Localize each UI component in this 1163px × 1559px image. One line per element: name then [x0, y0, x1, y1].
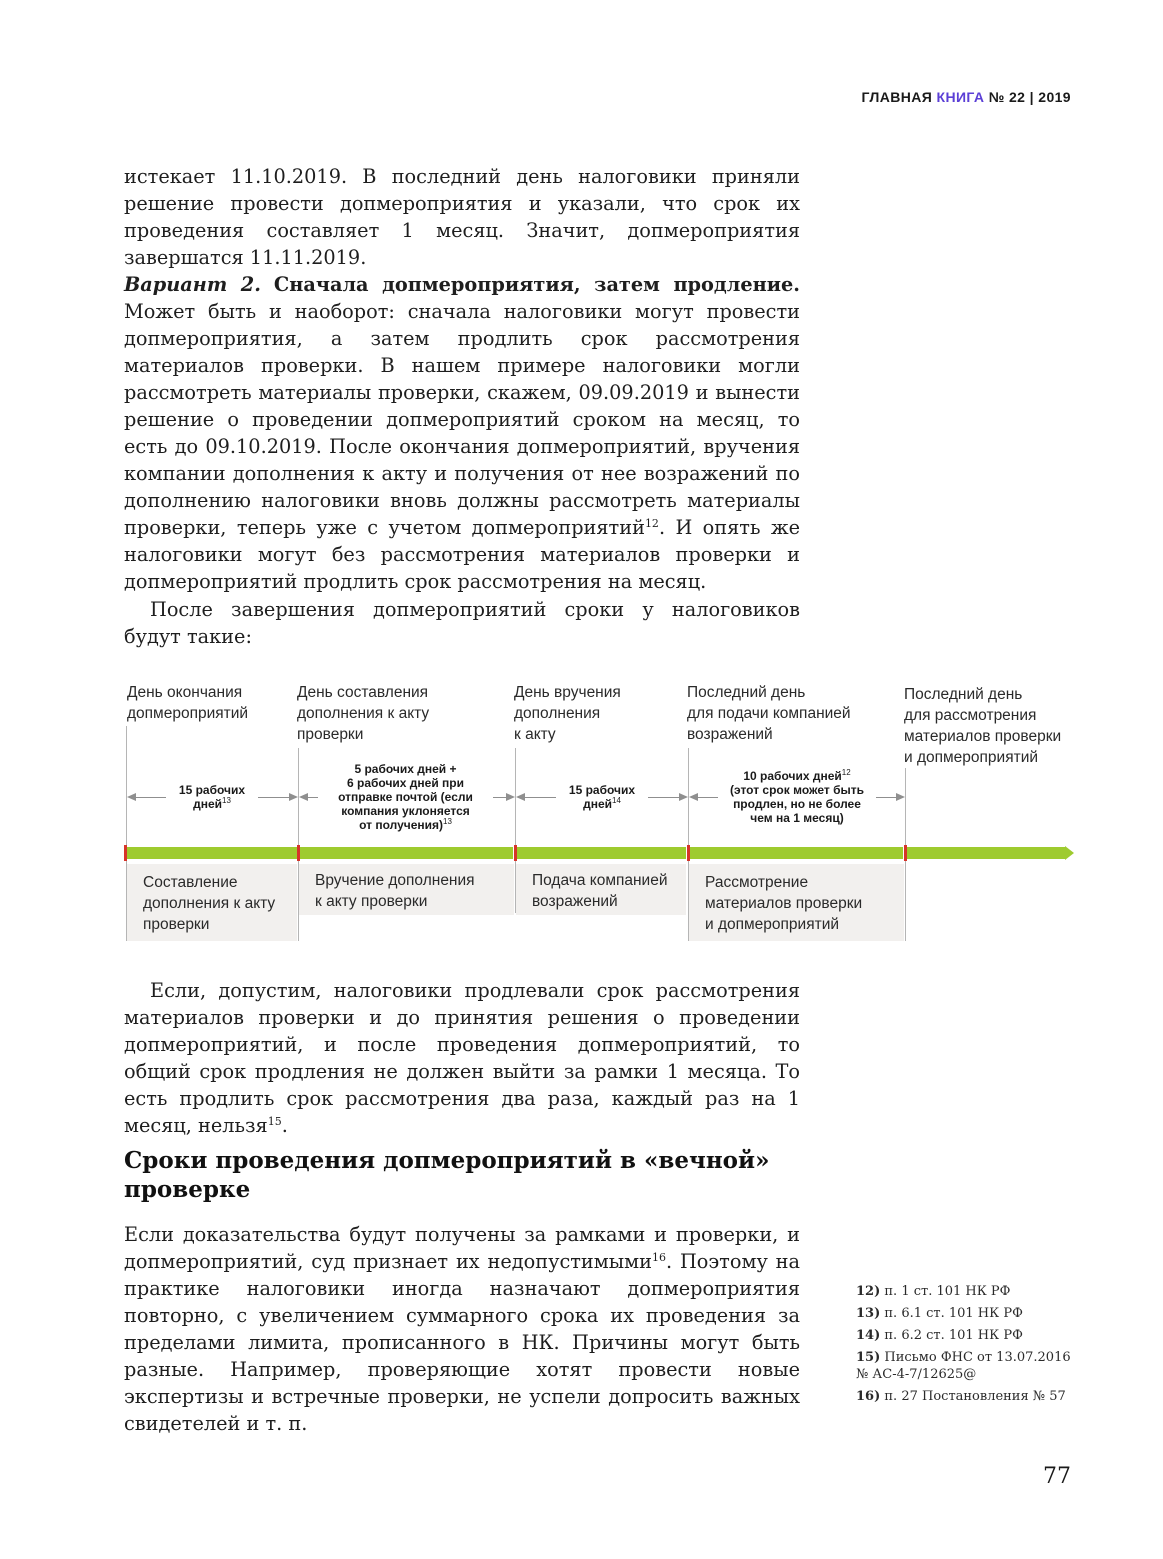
timeline-bar-segment — [127, 847, 297, 859]
milestone-4-line: Последний день — [687, 684, 806, 701]
paragraph-4 — [124, 977, 800, 1139]
duration-label-line: отправке почтой (если — [338, 790, 473, 804]
milestone-tick — [297, 845, 300, 861]
arrow-right-icon — [896, 793, 905, 801]
stage-line: проверки — [143, 916, 210, 933]
footnote-ref[interactable]: 12 — [644, 517, 659, 530]
stage-line: Подача компанией — [532, 872, 668, 889]
magazine-name-part1: ГЛАВНАЯ — [861, 89, 933, 105]
footnote-text: Письмо ФНС от 13.07.2016 № АС-4-7/12625@ — [856, 1350, 1071, 1382]
footnote-ref[interactable]: 13 — [222, 796, 231, 805]
footnote-ref[interactable]: 15 — [267, 1115, 282, 1128]
timeline-bar-segment — [517, 847, 686, 859]
milestone-2-line: дополнения к акту — [297, 705, 430, 722]
milestone-tick — [514, 845, 517, 861]
duration-label-line: 5 рабочих дней + — [354, 762, 457, 776]
footnote-item — [856, 1305, 1086, 1322]
arrow-right-icon — [289, 793, 298, 801]
footnote-item — [856, 1283, 1086, 1300]
stage-box-1 — [127, 864, 297, 941]
section-heading: Сроки проведения допмероприятий в «вечной» проверке — [124, 1147, 770, 1203]
milestone-tick — [904, 845, 907, 861]
duration-label-line: компания уклоняется — [341, 804, 470, 818]
milestone-1 — [127, 682, 248, 724]
milestone-tick — [687, 845, 690, 861]
milestone-2 — [297, 682, 429, 745]
duration-label — [318, 762, 493, 832]
footnote-item — [856, 1327, 1086, 1344]
footnote-text: п. 27 Постановления № 57 — [884, 1389, 1066, 1404]
duration-label-line: 10 рабочих дней — [743, 769, 842, 783]
arrow-right-icon — [679, 793, 688, 801]
stage-line: возражений — [532, 893, 618, 910]
milestone-4-line: возражений — [687, 726, 773, 743]
milestone-3-line: к акту — [514, 726, 556, 743]
timeline-bar-segment — [907, 847, 1065, 859]
magazine-name-part2: КНИГА — [936, 89, 985, 105]
arrow-right-icon — [506, 793, 515, 801]
footnote-item — [856, 1388, 1086, 1405]
duration-label-line: (этот срок может быть — [730, 783, 864, 797]
stage-line: материалов проверки — [705, 895, 863, 912]
stage-line: дополнения к акту — [143, 895, 276, 912]
footnote-text: п. 6.1 ст. 101 НК РФ — [884, 1306, 1023, 1321]
footnote-text: п. 1 ст. 101 НК РФ — [884, 1284, 1011, 1299]
stage-line: и допмероприятий — [705, 916, 840, 933]
footnote-number: 15) — [856, 1350, 881, 1365]
arrow-left-icon — [299, 793, 308, 801]
milestone-4 — [687, 682, 851, 745]
paragraph-variant-2 — [124, 271, 800, 595]
milestone-5-line: для рассмотрения — [904, 707, 1037, 724]
paragraph-5-tail: . Поэтому на практике налоговики иногда назначают допмероприятия повторно, с увеличением суммарного срока их проведения за пределами лимита, прописанного в НК. Причины могут быть разные. Например, проверяющие хотят провести новые экспертизы и встречные проверки, не успели допросить важных свидетелей и т. п. — [124, 1250, 800, 1435]
milestone-1-line: допмероприятий — [127, 705, 249, 722]
footnote-ref[interactable]: 16 — [651, 1251, 666, 1264]
duration-label-line: от получения) — [359, 818, 444, 832]
duration-label-line: 6 рабочих дней при — [346, 776, 464, 790]
duration-label — [556, 783, 648, 811]
footnote-ref[interactable]: 13 — [443, 817, 452, 826]
stage-line: к акту проверки — [315, 893, 428, 910]
stage-line: Вручение дополнения — [315, 872, 475, 889]
milestone-1-line: День окончания — [127, 684, 243, 701]
variant-label: Вариант 2. — [124, 273, 261, 296]
footnote-number: 12) — [856, 1284, 881, 1299]
milestone-3 — [514, 682, 621, 745]
milestone-5-line: и допмероприятий — [904, 749, 1039, 766]
stage-box-3 — [516, 864, 686, 915]
stage-box-2 — [299, 864, 514, 915]
magazine-header — [861, 89, 1071, 105]
milestone-tick — [124, 845, 127, 861]
timeline-bar-segment — [690, 847, 903, 859]
arrow-left-icon — [516, 793, 525, 801]
footnote-item — [856, 1349, 1086, 1383]
variant-body-tail: . И опять же налоговики могут без рассмотрения материалов проверки и допмероприятий продлить срок рассмотрения на месяц. — [124, 516, 800, 593]
footnote-number: 14) — [856, 1328, 881, 1343]
variant-body: Может быть и наоборот: сначала налоговики могут провести допмероприятия, а затем продлить срок рассмотрения материалов проверки. В нашем примере налоговики могли рассмотреть материалы проверки, скажем, 09.09.2019 и вынести решение о проведении допмероприятий сроком на месяц, то есть до 09.10.2019. После окончания допмероприятий, вручения компании дополнения к акту и получения от нее возражений по дополнению налоговики вновь должны рассмотреть материалы проверки, теперь уже с учетом допмероприятий — [124, 300, 800, 539]
duration-label-line: дней — [583, 797, 612, 811]
footnote-number: 16) — [856, 1389, 881, 1404]
duration-label-line: 15 рабочих — [568, 783, 636, 797]
issue-number: № 22 | 2019 — [988, 89, 1071, 105]
stage-box-4 — [689, 864, 904, 941]
paragraph-1: истекает 11.10.2019. В последний день налоговики приняли решение провести допмероприятия и указали, что срок их проведения составляет 1 месяц. Значит, допмероприятия завершатся 11.11.2019. — [124, 165, 800, 269]
milestone-2-line: День составления — [297, 684, 429, 701]
milestone-3-line: День вручения — [514, 684, 621, 701]
footnote-ref[interactable]: 14 — [612, 796, 621, 805]
paragraph-4-tail: . — [281, 1114, 288, 1137]
milestone-3-line: дополнения — [514, 705, 601, 722]
paragraph-3 — [124, 596, 800, 650]
milestone-5-line: материалов проверки — [904, 728, 1062, 745]
footnote-text: п. 6.2 ст. 101 НК РФ — [884, 1328, 1023, 1343]
duration-label-line: чем на 1 месяц) — [750, 811, 844, 825]
stage-line: Составление — [143, 874, 238, 891]
arrow-left-icon — [127, 793, 136, 801]
duration-label-line: продлен, но не более — [733, 797, 861, 811]
duration-label-line: 15 рабочих — [178, 783, 246, 797]
duration-label-line: дней — [193, 797, 222, 811]
milestone-5-line: Последний день — [904, 686, 1023, 703]
milestone-5 — [904, 684, 1061, 768]
paragraph-5-text: Если доказательства будут получены за рамками и проверки, и допмероприятий, суд признает их недопустимыми — [124, 1223, 800, 1273]
paragraph-5 — [124, 1221, 800, 1437]
milestone-4-line: для подачи компанией — [687, 705, 851, 722]
stage-line: Рассмотрение — [705, 874, 809, 891]
footnote-number: 13) — [856, 1306, 881, 1321]
duration-label — [166, 783, 258, 811]
milestone-2-line: проверки — [297, 726, 364, 743]
page-number: 77 — [1043, 1464, 1071, 1489]
timeline-arrow-icon — [1065, 846, 1074, 860]
paragraph-3-text: После завершения допмероприятий сроки у налоговиков будут такие: — [124, 598, 800, 648]
arrow-left-icon — [689, 793, 698, 801]
paragraph-4-text: Если, допустим, налоговики продлевали срок рассмотрения материалов проверки и до принятия решения о проведении допмероприятий, и после проведения допмероприятий, то общий срок продления не должен выйти за рамки 1 месяца. То есть продлить срок рассмотрения два раза, каждый раз на 1 месяц, нельзя — [124, 979, 800, 1137]
variant-title: Сначала допмероприятия, затем продление. — [273, 273, 800, 296]
duration-label — [718, 769, 876, 825]
footnotes — [856, 1283, 1086, 1410]
timeline-bar-segment — [300, 847, 513, 859]
footnote-ref[interactable]: 12 — [841, 768, 851, 777]
